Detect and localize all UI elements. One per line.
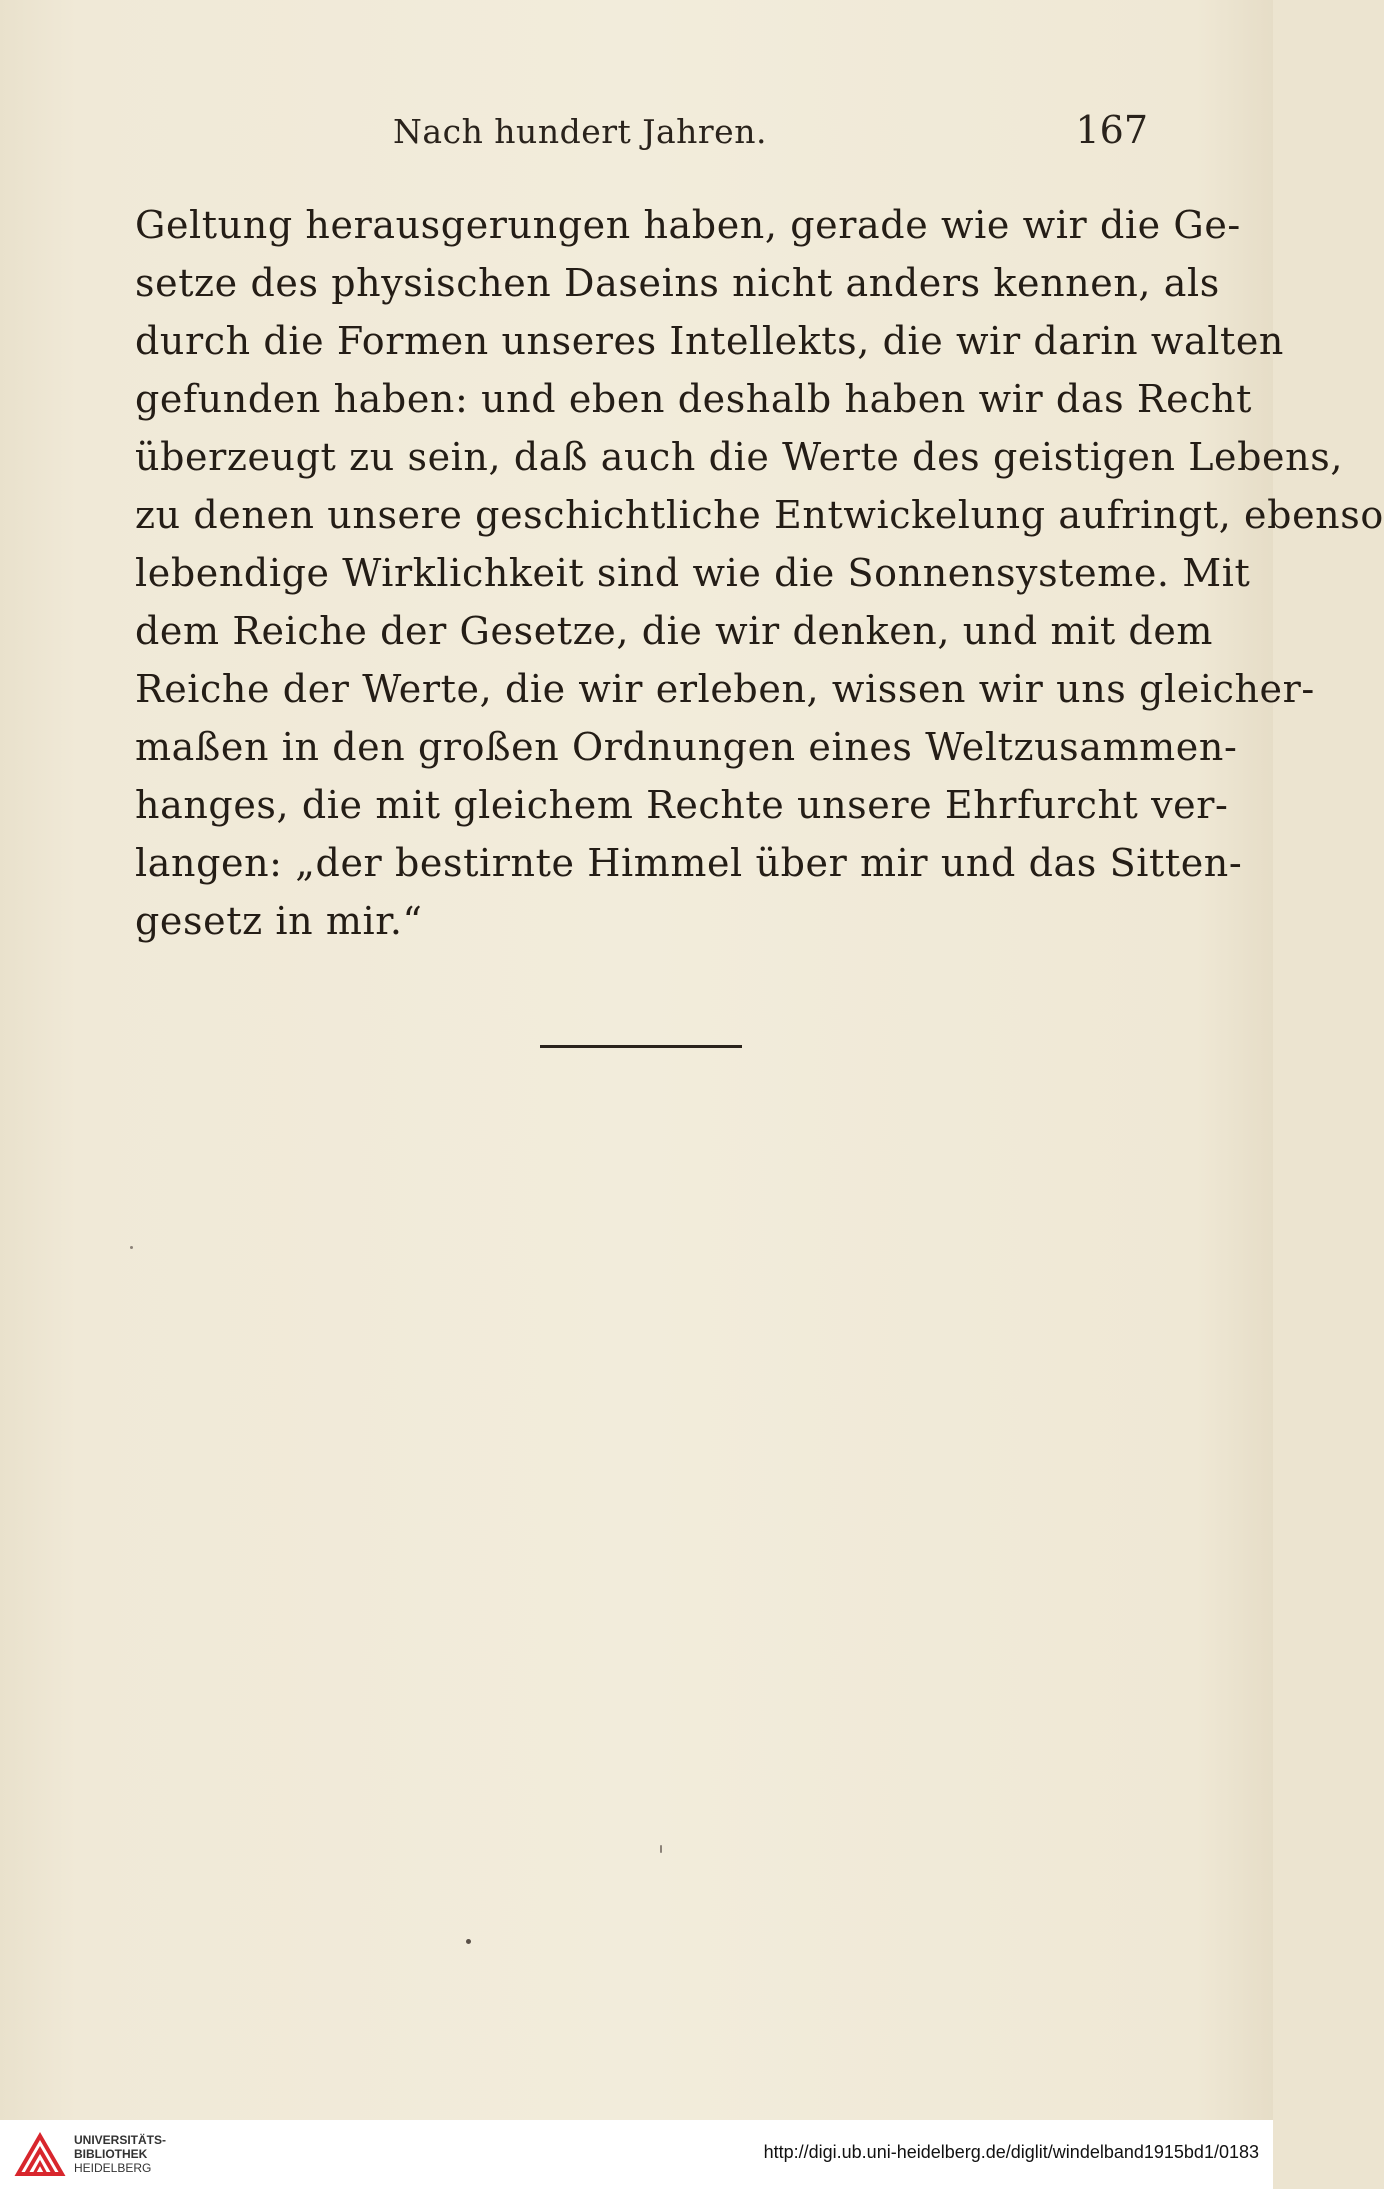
text-line: langen: „der bestirnte Himmel über mir und das Sitten- <box>135 841 1243 885</box>
text-line: Geltung herausgerungen haben, gerade wie wir die Ge- <box>135 203 1241 247</box>
text-line: gefunden haben: und eben deshalb haben wir das Recht <box>135 377 1253 421</box>
text-line: überzeugt zu sein, daß auch die Werte des geistigen Lebens, <box>135 435 1343 479</box>
text-line: setze des physischen Daseins nicht anders kennen, als <box>135 261 1220 305</box>
text-line: hanges, die mit gleichem Rechte unsere Ehrfurcht ver- <box>135 783 1229 827</box>
paper-speck <box>466 1939 471 1944</box>
library-name-line: HEIDELBERG <box>74 2161 152 2175</box>
text-line: Reiche der Werte, die wir erleben, wissen wir uns gleicher- <box>135 667 1315 711</box>
paper-speck <box>660 1845 662 1853</box>
body-text <box>135 196 1384 950</box>
page-number: 167 <box>1075 108 1148 152</box>
text-line: zu denen unsere geschichtliche Entwickelung aufringt, ebenso <box>135 493 1384 537</box>
running-title: Nach hundert Jahren. <box>393 112 767 151</box>
section-end-rule <box>540 1045 742 1048</box>
university-library-logo-icon <box>14 2130 66 2180</box>
text-line-last: gesetz in mir.“ <box>135 899 423 943</box>
text-line: maßen in den großen Ordnungen eines Weltzusammen- <box>135 725 1238 769</box>
library-name-line: BIBLIOTHEK <box>74 2147 148 2161</box>
text-line: durch die Formen unseres Intellekts, die wir darin walten <box>135 319 1285 363</box>
source-url-link[interactable]: http://digi.ub.uni-heidelberg.de/diglit/windelband1915bd1/0183 <box>763 2142 1259 2162</box>
library-name <box>74 2133 166 2175</box>
text-line: lebendige Wirklichkeit sind wie die Sonnensysteme. Mit <box>135 551 1251 595</box>
paper-speck <box>130 1246 133 1249</box>
library-name-line: UNIVERSITÄTS- <box>74 2133 167 2147</box>
text-line: dem Reiche der Gesetze, die wir denken, und mit dem <box>135 609 1214 653</box>
